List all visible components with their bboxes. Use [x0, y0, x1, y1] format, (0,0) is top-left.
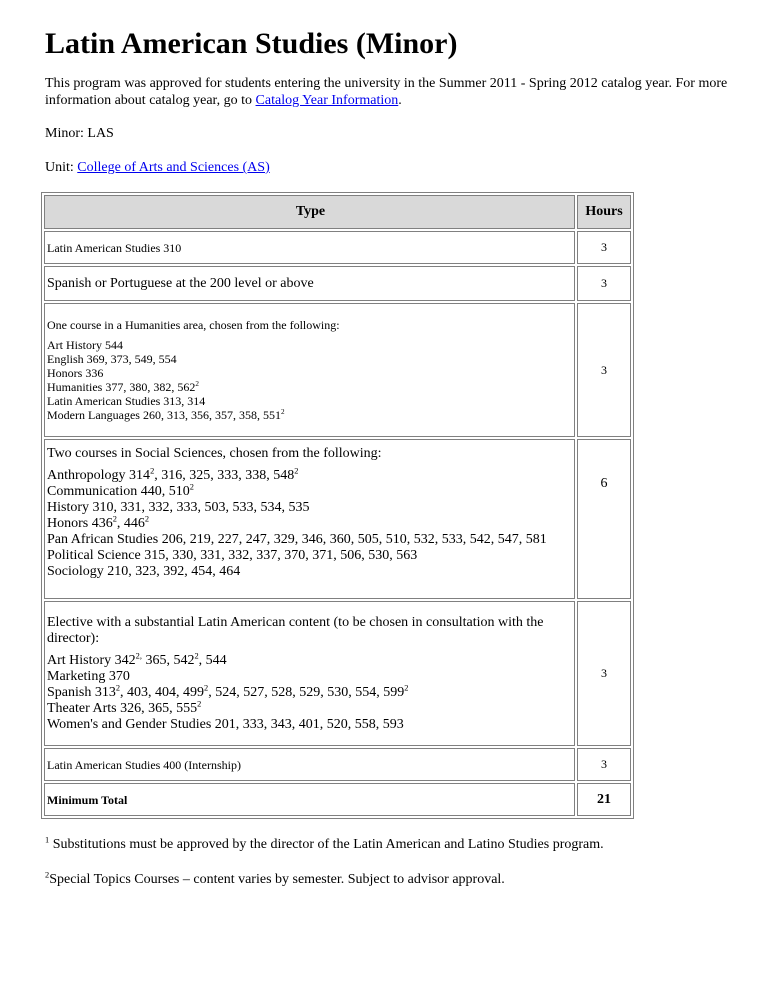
footnote-text: Substitutions must be approved by the director of the Latin American and Latino Studies program.: [49, 837, 604, 852]
hours-cell: 6: [577, 439, 631, 599]
course-line: Latin American Studies 313, 314: [47, 394, 206, 408]
requirement-cell: [44, 439, 575, 599]
group-intro: Elective with a substantial Latin American content (to be chosen in consultation with the director):: [47, 614, 544, 646]
footnote-text: Special Topics Courses – content varies by semester. Subject to advisor approval.: [49, 872, 505, 887]
course-text: Modern Languages 260, 313, 356, 357, 358, 551: [47, 408, 281, 422]
footnote-ref: 2: [404, 682, 409, 692]
course-text: , 524, 527, 528, 529, 530, 554, 599: [208, 684, 405, 700]
course-line: [47, 468, 574, 484]
table-row: [44, 303, 631, 437]
hours-cell: 3: [577, 601, 631, 746]
total-label: Minimum Total: [44, 783, 575, 816]
course-text: Spanish 313: [47, 684, 116, 700]
course-line: [47, 484, 574, 500]
unit-line: [45, 159, 270, 176]
footnote-ref: 2: [189, 482, 194, 492]
requirement-cell: Spanish or Portuguese at the 200 level or above: [44, 266, 575, 301]
course-line: English 369, 373, 549, 554: [47, 352, 177, 366]
page-title: Latin American Studies (Minor): [45, 27, 458, 60]
unit-label: Unit:: [45, 160, 78, 175]
footnote-ref: 2: [115, 682, 121, 692]
hours-header: Hours: [577, 195, 631, 229]
requirement-cell: [44, 601, 575, 746]
minor-code: Minor: LAS: [45, 126, 114, 141]
course-text: 365, 542: [141, 652, 195, 668]
course-line: Marketing 370: [47, 668, 130, 684]
course-text: Art History 342: [47, 652, 136, 668]
footnote-ref: 2: [195, 380, 199, 388]
course-text: , 446: [116, 516, 145, 531]
footnote-ref: 2,: [135, 650, 142, 660]
course-line: Honors 336: [47, 366, 104, 380]
footnote-2: [45, 871, 505, 888]
course-text: Theater Arts 326, 365, 555: [47, 700, 198, 716]
course-line: [47, 682, 574, 701]
course-line: [47, 380, 574, 394]
requirement-cell: [44, 303, 575, 437]
total-row: [44, 783, 631, 816]
type-header: Type: [44, 195, 575, 229]
course-line: History 310, 331, 332, 333, 503, 533, 534, 535: [47, 500, 310, 515]
course-line: Sociology 210, 323, 392, 454, 464: [47, 564, 241, 579]
hours-cell: 3: [577, 266, 631, 301]
intro-end: .: [398, 93, 402, 108]
requirement-cell: Latin American Studies 400 (Internship): [44, 748, 575, 781]
course-line: Art History 544: [47, 338, 123, 352]
requirements-table: [41, 192, 634, 819]
course-text: Honors 436: [47, 516, 113, 531]
footnote-1: [45, 836, 604, 853]
table-row: [44, 748, 631, 781]
course-text: Humanities 377, 380, 382, 562: [47, 380, 196, 394]
course-line: Political Science 315, 330, 331, 332, 337, 370, 371, 506, 530, 563: [47, 548, 418, 563]
course-line: [47, 650, 574, 669]
college-link[interactable]: College of Arts and Sciences (AS): [77, 160, 270, 175]
course-line: [47, 408, 574, 422]
table-row: [44, 266, 631, 301]
requirement-cell: Latin American Studies 310: [44, 231, 575, 264]
footnote-ref: 2: [150, 466, 155, 476]
footnote-ref: 2: [144, 514, 150, 524]
course-line: [47, 698, 574, 717]
course-line: Women's and Gender Studies 201, 333, 343, 401, 520, 558, 593: [47, 716, 404, 732]
table-row: [44, 601, 631, 746]
course-text: Anthropology 314: [47, 468, 151, 483]
course-list: [47, 338, 574, 422]
course-list: [47, 468, 574, 580]
group-intro: One course in a Humanities area, chosen from the following:: [47, 318, 340, 332]
hours-cell: 3: [577, 303, 631, 437]
total-hours: 21: [577, 783, 631, 816]
course-line: [47, 516, 574, 532]
footnote-ref: 2: [197, 698, 202, 708]
table-row: [44, 439, 631, 599]
header-row: [44, 195, 631, 229]
catalog-year-link[interactable]: Catalog Year Information: [255, 93, 399, 108]
course-list: [47, 650, 574, 733]
footnote-marker: 2: [45, 870, 50, 880]
course-text: , 544: [198, 652, 227, 668]
footnote-ref: 2: [294, 466, 299, 476]
footnote-ref: 2: [112, 514, 117, 524]
hours-cell: 3: [577, 748, 631, 781]
intro-text: This program was approved for students entering the university in the Summer 2011 - Spring 2012 catalog year. For more information about catalog year, go to: [45, 76, 728, 108]
hours-cell: 3: [577, 231, 631, 264]
course-text: , 403, 404, 499: [120, 684, 205, 700]
footnote-ref: 2: [194, 650, 199, 660]
table-row: [44, 231, 631, 264]
group-intro: Two courses in Social Sciences, chosen from the following:: [47, 446, 382, 461]
footnote-marker: 1: [45, 835, 50, 845]
course-text: , 316, 325, 333, 338, 548: [154, 468, 295, 483]
course-text: Communication 440, 510: [47, 484, 190, 499]
course-line: Pan African Studies 206, 219, 227, 247, 329, 346, 360, 505, 510, 532, 533, 542, 547, 581: [47, 532, 547, 547]
footnote-ref: 2: [280, 408, 285, 416]
intro-paragraph: [45, 75, 735, 109]
footnote-ref: 2: [204, 682, 209, 692]
